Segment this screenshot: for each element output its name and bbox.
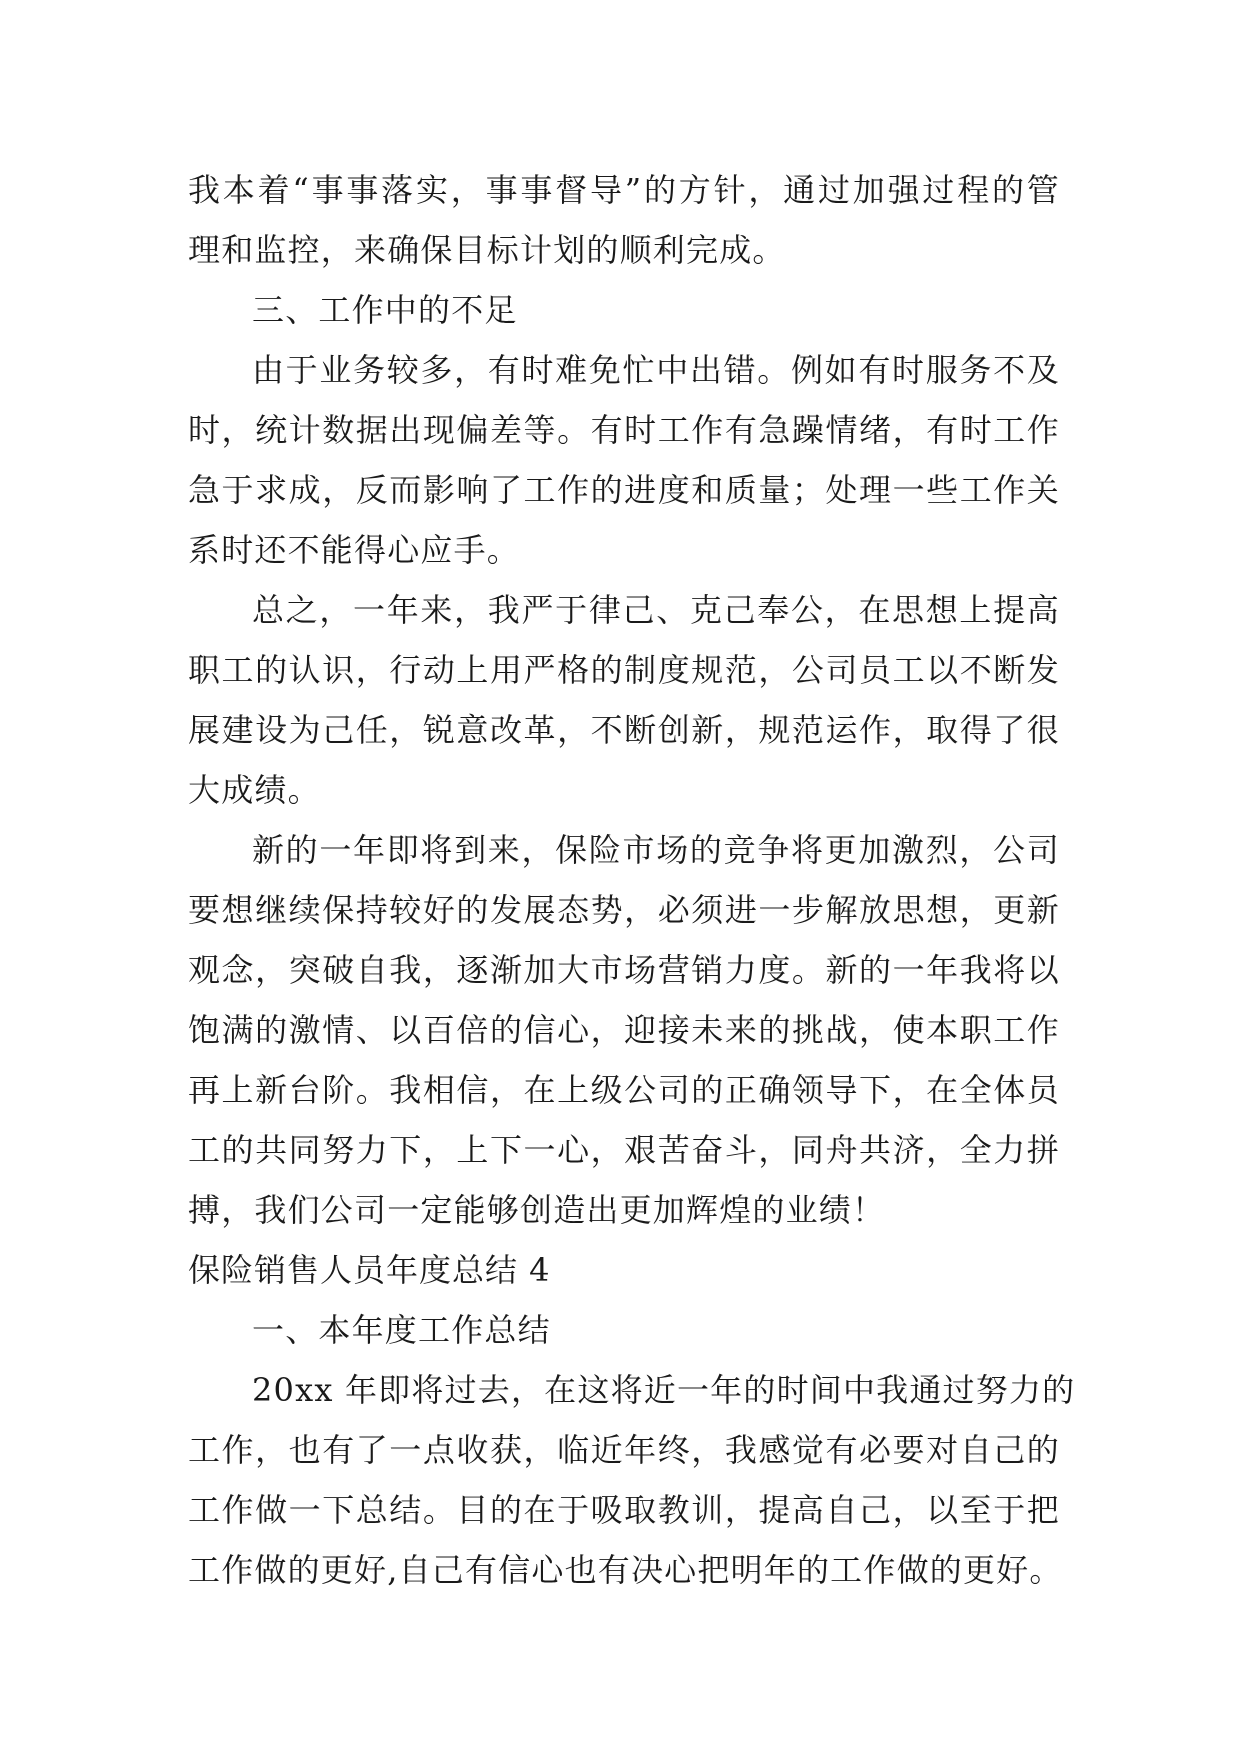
body-line: 时，统计数据出现偏差等。有时工作有急躁情绪，有时工作 [188,411,1060,449]
body-line: 观念，突破自我，逐渐加大市场营销力度。新的一年我将以 [188,951,1060,989]
body-line: 总之，一年来，我严于律己、克己奉公，在思想上提高 [252,591,1060,629]
body-line: 工作做一下总结。目的在于吸取教训，提高自己，以至于把 [188,1491,1060,1529]
body-line: 职工的认识，行动上用严格的制度规范，公司员工以不断发 [188,651,1060,689]
body-line: 20xx 年即将过去，在这将近一年的时间中我通过努力的 [252,1371,1076,1409]
section-heading: 三、工作中的不足 [252,291,518,329]
body-line: 展建设为己任，锐意改革，不断创新，规范运作，取得了很 [188,711,1060,749]
body-line: 新的一年即将到来，保险市场的竞争将更加激烈，公司 [252,831,1060,869]
body-line: 工作，也有了一点收获，临近年终，我感觉有必要对自己的 [188,1431,1060,1469]
body-line: 要想继续保持较好的发展态势，必须进一步解放思想，更新 [188,891,1060,929]
body-line: 大成绩。 [188,771,321,809]
body-line: 由于业务较多，有时难免忙中出错。例如有时服务不及 [252,351,1060,389]
body-line: 饱满的激情、以百倍的信心，迎接未来的挑战，使本职工作 [188,1011,1060,1049]
body-line: 理和监控，来确保目标计划的顺利完成。 [188,231,786,269]
body-line: 系时还不能得心应手。 [188,531,521,569]
body-line: 工作做的更好,自己有信心也有决心把明年的工作做的更好。 [188,1551,1063,1589]
body-line: 工的共同努力下，上下一心，艰苦奋斗，同舟共济，全力拼 [188,1131,1060,1169]
document-body [188,160,1076,1600]
document-title: 保险销售人员年度总结 4 [188,1251,551,1289]
body-line: 急于求成，反而影响了工作的进度和质量；处理一些工作关 [188,471,1060,509]
body-line: 再上新台阶。我相信，在上级公司的正确领导下，在全体员 [188,1071,1060,1109]
body-line: 我本着“事事落实，事事督导”的方针，通过加强过程的管 [188,171,1060,209]
section-heading: 一、本年度工作总结 [252,1311,551,1349]
body-line: 搏，我们公司一定能够创造出更加辉煌的业绩！ [188,1191,886,1229]
